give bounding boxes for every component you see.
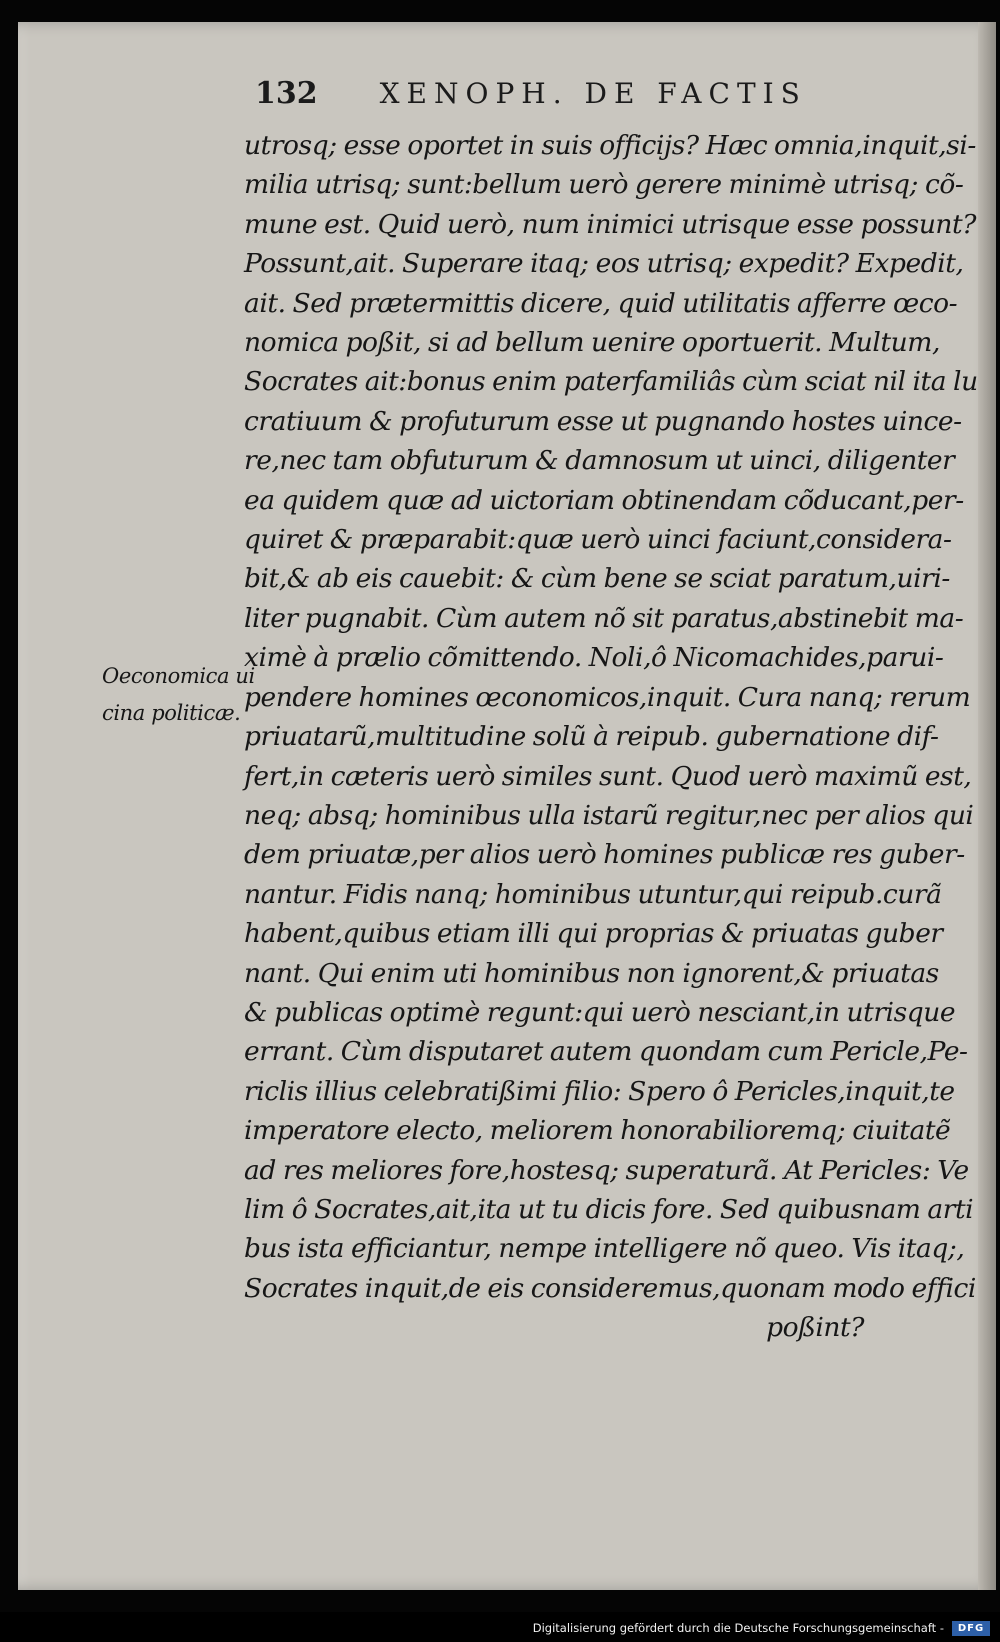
text-line: priuatarũ,multitudine solũ à reipub. gubernatione dif- bbox=[244, 721, 939, 753]
text-line: neq; absq; hominibus ulla istarũ regitur,nec per alios qui bbox=[244, 799, 974, 831]
text-line: dem priuatæ,per alios uerò homines publicæ res guber- bbox=[244, 839, 965, 871]
footer-bar bbox=[0, 1612, 1000, 1642]
text-line: utrosq; esse oportet in suis officijs? Hæc omnia,inquit,si- bbox=[244, 130, 976, 161]
text-line: lim ô Socrates,ait,ita ut tu dicis fore. Sed quibusnam arti bbox=[244, 1193, 974, 1225]
text-line: nantur. Fidis nanq; hominibus utuntur,qui reipub.curã bbox=[244, 878, 942, 910]
page-edge bbox=[978, 22, 996, 1590]
text-line: ea quidem quæ ad uictoriam obtinendam cõducant,per- bbox=[244, 484, 964, 516]
text-line: bit,& ab eis cauebit: & cùm bene se sciat paratum,uiri- bbox=[244, 563, 950, 595]
text-line: ximè à prælio cõmittendo. Noli,ô Nicomachides,parui- bbox=[244, 642, 944, 674]
text-line: errant. Cùm disputaret autem quondam cum Pericle,Pe- bbox=[244, 1036, 968, 1068]
margin-note-line: cina politicæ. bbox=[102, 701, 241, 725]
text-line: ait. Sed prætermittis dicere, quid utilitatis afferre œco- bbox=[244, 287, 958, 319]
text-line: mune est. Quid uerò, num inimici utrisque esse possunt? bbox=[244, 208, 977, 240]
text-line: Socrates ait:bonus enim paterfamiliâs cùm sciat nil ita lu bbox=[244, 366, 978, 398]
funding-credit: Digitalisierung gefördert durch die Deutsche Forschungsgemeinschaft - bbox=[532, 1621, 944, 1635]
text-line: cratiuum & profuturum esse ut pugnando hostes uince- bbox=[244, 405, 962, 437]
margin-note bbox=[102, 658, 262, 732]
body-text bbox=[244, 126, 978, 1348]
text-line: nomica poßit, si ad bellum uenire oportuerit. Multum, bbox=[244, 327, 940, 359]
text-line: quiret & præparabit:quæ uerò uinci faciunt,considera- bbox=[244, 524, 952, 556]
text-line: re,nec tam obfuturum & damnosum ut uinci, diligenter bbox=[244, 445, 955, 477]
running-title: XENOPH. DE FACTIS bbox=[379, 77, 807, 110]
text-line: pendere homines œconomicos,inquit. Cura nanq; rerum bbox=[244, 681, 971, 713]
text-line: fert,in cæteris uerò similes sunt. Quod uerò maximũ est, bbox=[244, 760, 972, 792]
text-line: ad res meliores fore,hostesq; superaturã. At Pericles: Ve bbox=[244, 1154, 969, 1186]
text-line: Possunt,ait. Superare itaq; eos utrisq; expedit? Expedit, bbox=[244, 248, 964, 280]
text-line: liter pugnabit. Cùm autem nõ sit paratus,abstinebit ma- bbox=[244, 602, 964, 634]
dfg-logo-icon: DFG bbox=[952, 1621, 990, 1636]
text-line: riclis illius celebratißimi filio: Spero ô Pericles,inquit,te bbox=[244, 1075, 955, 1107]
page-header bbox=[255, 76, 815, 111]
text-line: Socrates inquit,de eis consideremus,quonam modo effici bbox=[244, 1272, 976, 1304]
catchword-line: poßint? bbox=[766, 1312, 864, 1344]
text-line: bus ista efficiantur, nempe intelligere nõ queo. Vis itaq;, bbox=[244, 1233, 965, 1265]
margin-note-line: Oeconomica ui bbox=[102, 664, 255, 688]
text-line: & publicas optimè regunt:qui uerò nesciant,in utrisque bbox=[244, 996, 956, 1028]
text-line: milia utrisq; sunt:bellum uerò gerere minimè utrisq; cõ- bbox=[244, 169, 964, 201]
page-number: 132 bbox=[255, 76, 318, 111]
text-line: nant. Qui enim uti hominibus non ignorent,& priuatas bbox=[244, 957, 939, 989]
text-line: imperatore electo, meliorem honorabilioremq; ciuitatẽ bbox=[244, 1115, 951, 1147]
text-line: habent,quibus etiam illi qui proprias & priuatas guber bbox=[244, 918, 943, 950]
